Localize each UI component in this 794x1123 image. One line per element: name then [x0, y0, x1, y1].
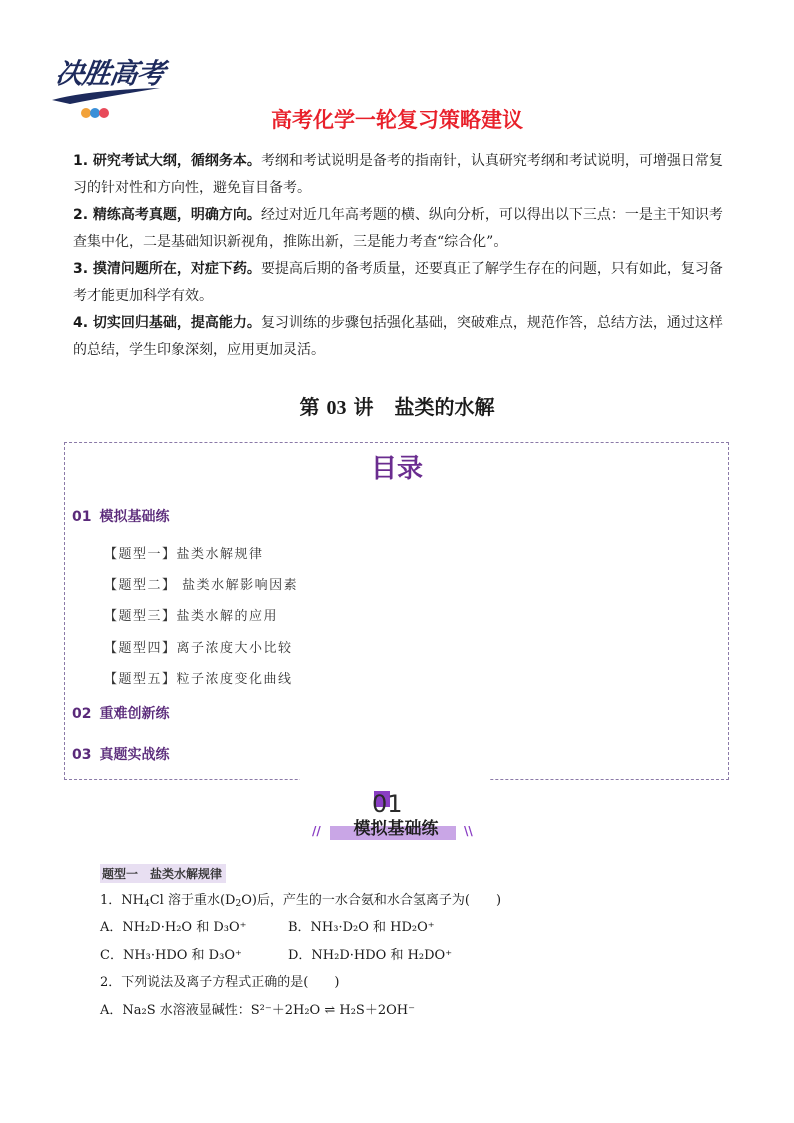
toc-item-type-2[interactable]: 【题型二】 盐类水解影响因素: [104, 578, 299, 593]
toc-section-3-label: 真题实战练: [99, 747, 170, 763]
question-2-option-a[interactable]: A．Na₂S 水溶液显碱性：S²⁻＋2H₂O ⇌ H₂S＋2OH⁻: [100, 1003, 415, 1018]
toc-item-type-5[interactable]: 【题型五】粒子浓度变化曲线: [104, 672, 293, 687]
toc-box-gap: [300, 775, 490, 787]
toc-item-type-4[interactable]: 【题型四】离子浓度大小比较: [104, 641, 293, 656]
strategy-3: [73, 256, 725, 310]
question-2-stem: 2．下列说法及离子方程式正确的是( ): [100, 975, 340, 990]
section-number: 01: [372, 790, 403, 818]
question-1-option-b[interactable]: B．NH₃·D₂O 和 HD₂O⁺: [288, 920, 435, 935]
toc-section-2-label: 重难创新练: [99, 706, 170, 722]
q1-stem-sub-1: 4: [143, 899, 150, 909]
page-title: 高考化学一轮复习策略建议: [271, 108, 523, 132]
toc-section-1[interactable]: [72, 506, 169, 526]
lecture-suffix: 讲: [353, 395, 374, 419]
strategy-1-text: 考纲和考试说明是备考的指南针，认真研究考纲和考试说明，可增强日常复习的针对性和方向性，避免盲目备考。: [73, 153, 723, 196]
strategy-2: [73, 202, 725, 256]
strategy-2-text: 经过对近几年高考题的横、纵向分析，可以得出以下三点：一是主干知识考查集中化，二是基础知识新视角，推陈出新，三是能力考查“综合化”。: [73, 207, 723, 250]
q1-stem-part-c: O)后，产生的一水合氨和水合氢离子为( ): [241, 893, 502, 908]
question-1-option-a[interactable]: A．NH₂D·H₂O 和 D₃O⁺: [100, 920, 247, 935]
question-1-stem: [100, 891, 501, 914]
question-1-option-c[interactable]: C．NH₃·HDO 和 D₃O⁺: [100, 948, 242, 963]
section-title: 模拟基础练: [353, 819, 439, 839]
strategy-3-text: 要提高后期的备考质量，还要真正了解学生存在的问题，只有如此，复习备考才能更加科学有效。: [73, 261, 723, 304]
strategy-4-heading: 4. 切实回归基础，提高能力。: [73, 315, 261, 331]
section-slash-right: \\: [464, 824, 473, 838]
toc-section-3[interactable]: [72, 744, 169, 764]
toc-section-3-num: 03: [72, 747, 92, 763]
toc-title: 目录: [370, 454, 423, 484]
question-1-option-d[interactable]: D．NH₂D·HDO 和 H₂DO⁺: [288, 948, 453, 963]
question-type-tag: 题型一 盐类水解规律: [100, 864, 226, 883]
toc-section-2-num: 02: [72, 706, 92, 722]
lecture-prefix: 第: [299, 395, 320, 419]
strategy-3-heading: 3. 摸清问题所在，对症下药。: [73, 261, 261, 277]
strategy-4-text: 复习训练的步骤包括强化基础，突破难点，规范作答，总结方法，通过这样的总结，学生印象深刻，应用更加灵活。: [73, 315, 723, 358]
toc-section-1-label: 模拟基础练: [99, 509, 170, 525]
toc-section-2[interactable]: [72, 703, 169, 723]
lecture-number: 03: [326, 397, 347, 419]
toc-item-type-1[interactable]: 【题型一】盐类水解规律: [104, 547, 264, 562]
strategy-2-heading: 2. 精练高考真题，明确方向。: [73, 207, 261, 223]
section-slash-left: //: [312, 824, 321, 838]
toc-item-type-3[interactable]: 【题型三】盐类水解的应用: [104, 609, 279, 624]
logo-text: 决胜高考: [53, 57, 167, 90]
q1-stem-sub-2: 2: [235, 899, 242, 909]
strategy-1-heading: 1. 研究考试大纲，循纲务本。: [73, 153, 261, 169]
strategy-4: [73, 310, 725, 364]
q1-stem-part-a: 1．NH: [100, 893, 144, 908]
lecture-title: 盐类的水解: [394, 395, 495, 419]
q1-stem-part-b: Cl 溶于重水(D: [149, 893, 236, 908]
toc-section-1-num: 01: [72, 509, 92, 525]
lecture-heading: [0, 391, 794, 420]
strategy-1: [73, 148, 725, 202]
